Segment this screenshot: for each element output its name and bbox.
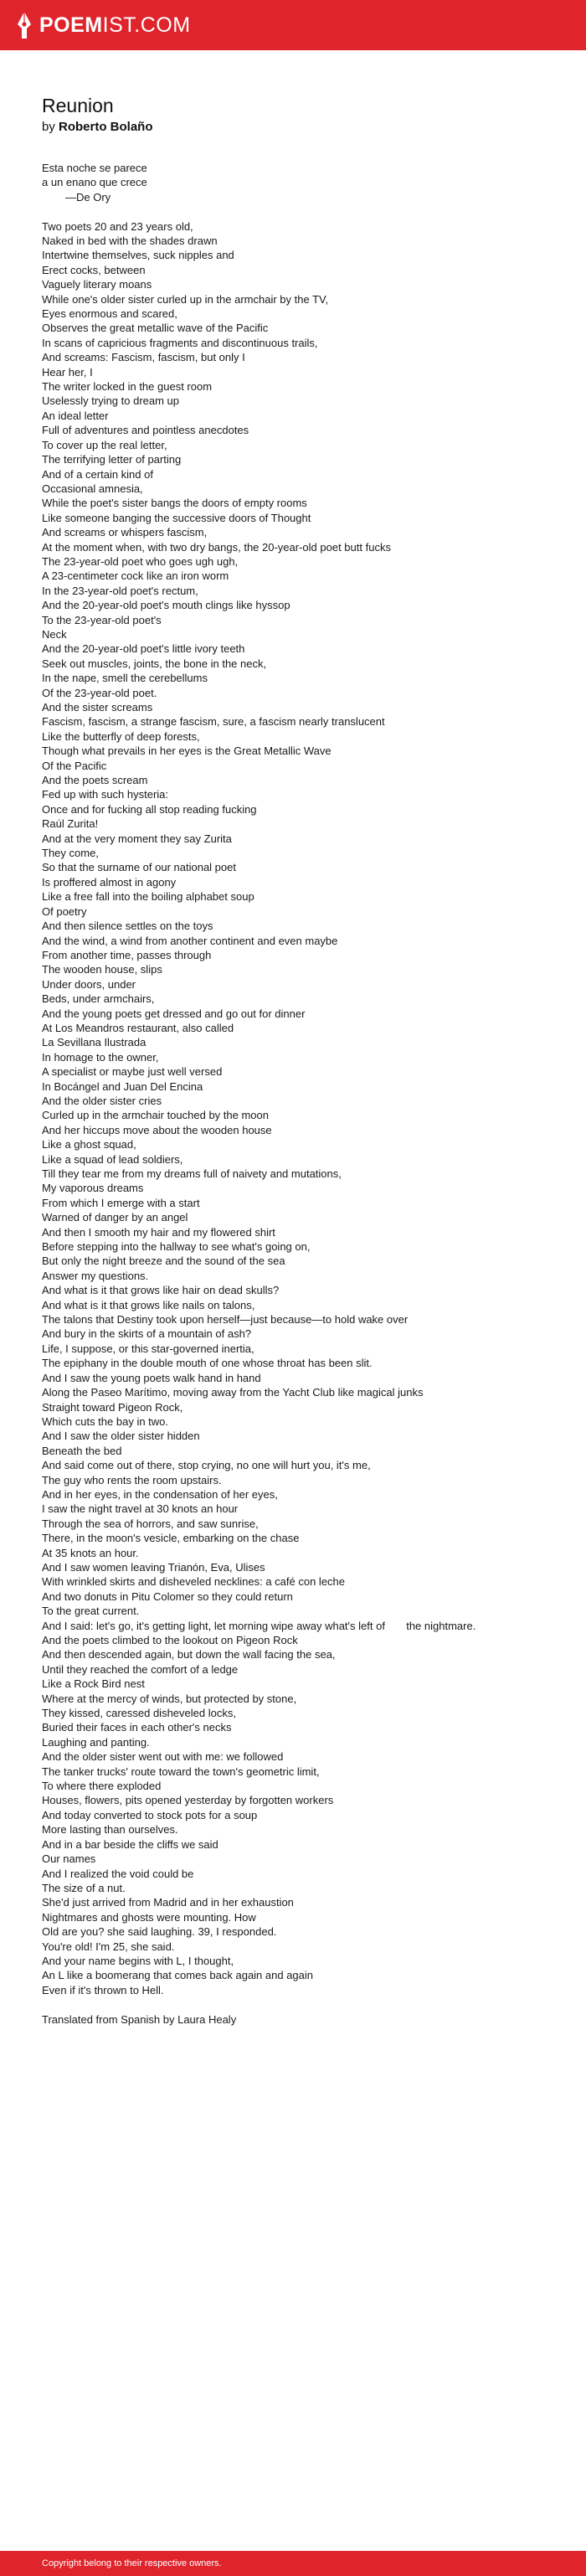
byline [42,119,553,136]
poem-line: Like the butterfly of deep forests, [42,729,200,743]
poem-line: Buried their faces in each other's necks [42,1721,232,1734]
poem-line: You're old! I'm 25, she said. [42,1940,175,1953]
poem-line: Raúl Zurita! [42,817,99,831]
poem-line: Till they tear me from my dreams full of naivety and mutations, [42,1167,342,1181]
poem-line: Intertwine themselves, suck nipples and [42,249,234,262]
poem-line: And the older sister went out with me: we followed [42,1750,284,1764]
poem-line: At 35 knots an hour. [42,1546,139,1559]
poem-line: In the 23-year-old poet's rectum, [42,584,198,597]
poem-line: The 23-year-old poet who goes ugh ugh, [42,554,239,568]
poem-line: Of the 23-year-old poet. [42,686,157,699]
poem-line: Is proffered almost in agony [42,875,177,889]
poem-line: But only the night breeze and the sound of the sea [42,1255,285,1268]
poem-line: And I saw the older sister hidden [42,1430,200,1443]
poem-line: And I saw the young poets walk hand in hand [42,1371,261,1384]
poem-line: Hear her, I [42,365,93,379]
poem-line: Uselessly trying to dream up [42,394,180,408]
poem-line: And in a bar beside the cliffs we said [42,1837,218,1851]
poem-line: Which cuts the bay in two. [42,1414,169,1428]
poem-line: Beneath the bed [42,1444,122,1457]
poem-line: And in her eyes, in the condensation of her eyes, [42,1487,278,1501]
poem-line: And what is it that grows like hair on dead skulls? [42,1284,280,1297]
poem-line: Like someone banging the successive doors of Thought [42,511,311,524]
poem-line: The talons that Destiny took upon herself—just because—to hold wake over [42,1313,409,1327]
poem-line: The epiphany in the double mouth of one whose throat has been slit. [42,1357,373,1370]
poem-line: Beds, under armchairs, [42,992,155,1006]
poem-line: And then descended again, but down the wall facing the sea, [42,1648,336,1662]
poem-line: She'd just arrived from Madrid and in her exhaustion [42,1896,294,1909]
poem-line: Naked in bed with the shades drawn [42,234,218,248]
poem-line: Answer my questions. [42,1269,149,1282]
site-footer [0,2551,586,2576]
poem-line: Laughing and panting. [42,1735,150,1749]
poem-line: And the older sister cries [42,1094,162,1107]
poem-line: An ideal letter [42,409,109,422]
poem-line: I saw the night travel at 30 knots an hour [42,1502,239,1516]
poem-line: a un enano que crece [42,176,147,189]
poem-line: A 23-centimeter cock like an iron worm [42,569,229,583]
poem-line: And the 20-year-old poet's little ivory teeth [42,642,245,656]
poem-line: And at the very moment they say Zurita [42,832,232,845]
site-logo[interactable] [17,8,191,42]
poem-body [42,161,553,1997]
poem-line: Life, I suppose, or this star-governed inertia, [42,1342,254,1355]
poem-line: Fascism, fascism, a strange fascism, sure, a fascism nearly translucent [42,715,385,729]
poem-line: And I said: let's go, it's getting light, let morning wipe away what's left of the nightmare. [42,1619,476,1632]
poem-line: Even if it's thrown to Hell. [42,1983,164,1996]
poem-line: Before stepping into the hallway to see what's going on, [42,1240,311,1254]
poem-line: La Sevillana Ilustrada [42,1036,146,1049]
author-link[interactable]: Roberto Bolaño [59,120,153,134]
poem-line: So that the surname of our national poet [42,861,236,874]
poem-line: The writer locked in the guest room [42,380,213,394]
poem-line: An L like a boomerang that comes back again and again [42,1969,314,1982]
poem-line: Like a Rock Bird nest [42,1677,145,1691]
poem-line: They come, [42,847,99,860]
poem-line: From another time, passes through [42,948,212,961]
poem-line: To the 23-year-old poet's [42,613,162,626]
pen-nib-icon [17,12,32,39]
poem-line: Esta noche se parece [42,162,147,174]
poem-line: Like a free fall into the boiling alphabet soup [42,890,254,904]
poem-line: The wooden house, slips [42,963,162,976]
poem-line: Warned of danger by an angel [42,1211,188,1224]
poem-line: Neck [42,627,67,641]
poem-line: In the nape, smell the cerebellums [42,672,208,685]
poem-line: To the great current. [42,1605,140,1618]
poem-line: Through the sea of horrors, and saw sunrise, [42,1517,259,1530]
poem-line: To cover up the real letter, [42,438,167,451]
poem-line: Old are you? she said laughing. 39, I responded. [42,1925,277,1939]
poem-line: More lasting than ourselves. [42,1823,178,1837]
poem-line: In homage to the owner, [42,1050,159,1064]
poem-line: And the wind, a wind from another continent and even maybe [42,934,338,947]
poem-line: And I saw women leaving Trianón, Eva, Ulises [42,1560,265,1574]
poem-line: The terrifying letter of parting [42,453,182,466]
poem-line: Where at the mercy of winds, but protected by stone, [42,1692,297,1705]
poem-article [42,94,553,2027]
poem-line: And then silence settles on the toys [42,920,213,933]
poem-line: While one's older sister curled up in the armchair by the TV, [42,292,329,306]
poem-line: Fed up with such hysteria: [42,788,169,801]
copyright-text: Copyright belong to their respective owners. [42,2558,222,2568]
poem-line: And your name begins with L, I thought, [42,1954,234,1967]
poem-line: Nightmares and ghosts were mounting. How [42,1910,256,1924]
poem-line: Our names [42,1852,96,1866]
poem-line: The size of a nut. [42,1881,126,1894]
poem-line: Along the Paseo Marítimo, moving away from the Yacht Club like magical junks [42,1386,424,1399]
poem-line: And the 20-year-old poet's mouth clings like hyssop [42,599,290,612]
poem-line: Curled up in the armchair touched by the moon [42,1109,269,1122]
poem-line: And screams or whispers fascism, [42,526,208,539]
poem-line: Two poets 20 and 23 years old, [42,219,193,233]
poem-line: And said come out of there, stop crying, no one will hurt you, it's me, [42,1459,371,1472]
poem-line: And the young poets get dressed and go out for dinner [42,1007,306,1020]
poem-line: Under doors, under [42,977,136,991]
poem-line: At the moment when, with two dry bangs, the 20-year-old poet butt fucks [42,540,391,554]
poem-line: From which I emerge with a start [42,1196,200,1209]
poem-line: And today converted to stock pots for a soup [42,1808,258,1821]
poem-line: Occasional amnesia, [42,482,143,495]
poem-line: Of the Pacific [42,759,107,772]
poem-line: In scans of capricious fragments and discontinuous trails, [42,336,318,349]
poem-line: Like a ghost squad, [42,1138,136,1151]
poem-line: Until they reached the comfort of a ledge [42,1662,239,1676]
poem-line: —De Ory [65,190,111,204]
by-label: by [42,120,55,134]
poem-line: At Los Meandros restaurant, also called [42,1021,234,1034]
poem-line: Once and for fucking all stop reading fucking [42,802,257,816]
poem-line [42,204,553,219]
poem-line: Of poetry [42,904,87,918]
poem-line: And what is it that grows like nails on talons, [42,1298,255,1311]
poem-line: And the poets scream [42,774,148,787]
poem-line: Straight toward Pigeon Rock, [42,1400,183,1414]
poem-line: Seek out muscles, joints, the bone in the neck, [42,657,267,670]
poem-line: And two donuts in Pitu Colomer so they could return [42,1589,293,1603]
poem-title: Reunion [42,95,114,116]
poem-line: While the poet's sister bangs the doors of empty rooms [42,497,307,510]
poem-line: Like a squad of lead soldiers, [42,1152,183,1166]
poem-line: Houses, flowers, pits opened yesterday by forgotten workers [42,1794,334,1807]
poem-line: Observes the great metallic wave of the Pacific [42,322,269,335]
poem-line: They kissed, caressed disheveled locks, [42,1707,236,1720]
poem-line: Erect cocks, between [42,263,146,276]
poem-line: And the poets climbed to the lookout on Pigeon Rock [42,1634,298,1647]
poem-line: And of a certain kind of [42,467,153,481]
translator-note: Translated from Spanish by Laura Healy [42,2012,237,2026]
poem-line: And bury in the skirts of a mountain of ash? [42,1327,252,1341]
poem-line: A specialist or maybe just well versed [42,1065,223,1079]
poem-line: The guy who rents the room upstairs. [42,1473,222,1486]
poem-line: There, in the moon's vesicle, embarking on the chase [42,1532,300,1545]
site-header [0,0,586,50]
logo-text-light: IST.COM [102,13,191,37]
poem-line: And then I smooth my hair and my flowered shirt [42,1225,275,1239]
poem-line: To where there exploded [42,1780,162,1793]
poem-line: With wrinkled skirts and disheveled necklines: a café con leche [42,1575,346,1589]
poem-line: And I realized the void could be [42,1867,194,1880]
poem-line: Full of adventures and pointless anecdotes [42,424,249,437]
poem-line: My vaporous dreams [42,1182,144,1195]
poem-line: Vaguely literary moans [42,278,152,291]
poem-line: And screams: Fascism, fascism, but only I [42,351,245,364]
poem-line: And the sister screams [42,701,153,714]
poem-line: Eyes enormous and scared, [42,307,177,321]
poem-line: Though what prevails in her eyes is the Great Metallic Wave [42,744,332,758]
poem-line: The tanker trucks' route toward the town's geometric limit, [42,1765,320,1778]
logo-text-bold: POEM [39,13,103,37]
poem-line: And her hiccups move about the wooden house [42,1123,272,1136]
poem-line: In Bocángel and Juan Del Encina [42,1079,203,1093]
